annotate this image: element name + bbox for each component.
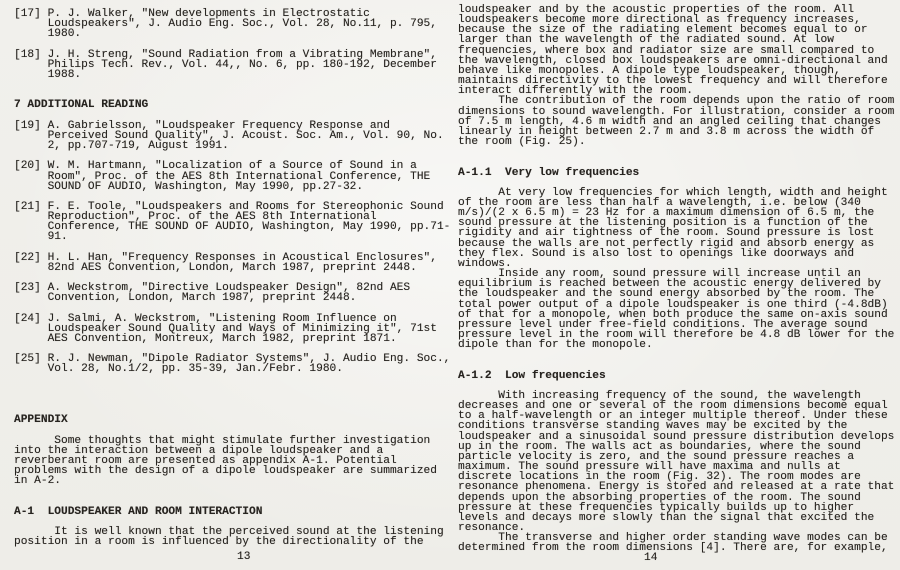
text-line: 1988.	[14, 68, 82, 81]
text-line: behave like monopoles. A dipole type loudspeaker, though,	[458, 64, 841, 77]
text-line: [23] A. Weckstrom, "Directive Loudspeaker Design", 82nd AES	[14, 282, 411, 295]
text-line	[14, 375, 450, 385]
text-line: Room", Proc. of the AES 8th International Conference, THE	[14, 170, 431, 183]
text-line: [17] P. J. Walker, "New developments in Electrostatic	[14, 8, 370, 20]
text-line	[458, 147, 896, 157]
text-line: 2, pp.707-719, August 1991.	[14, 140, 229, 153]
text-line: loudspeakers become more directional as frequency increases,	[458, 14, 861, 27]
text-line: Conference, THE SOUND OF AUDIO, Washington, May 1990, pp.71-	[14, 221, 451, 234]
text-line: dipole than for the monopole.	[458, 339, 653, 352]
text-line: Convention, London, March 1987, preprint 2448.	[14, 292, 357, 305]
text-line: It is well known that the perceived sound at the listening	[14, 525, 444, 538]
text-line: because the walls are not perfectly rigid and absorb energy as	[458, 237, 875, 250]
text-line: Some thoughts that might stimulate further investigation	[14, 434, 431, 447]
text-line: [21] F. E. Toole, "Loudspeakers and Rooms for Stereophonic Sound	[14, 200, 444, 213]
text-line: levels and decays more slowly than the signal that excited the	[458, 511, 875, 524]
text-line	[458, 350, 896, 360]
text-line: of the room are less than half a wavelength, i.e. below (340	[458, 196, 861, 209]
text-line: sound pressure at the listening position is a function of the	[458, 217, 868, 230]
text-line: Philips Tech. Rev., Vol. 44,, No. 6, pp. 180-192, December	[14, 58, 437, 71]
text-line: equilibrium is reached between the acoustic energy delivered by	[458, 278, 881, 291]
page-number-right: 14	[644, 552, 658, 564]
text-line: 1980.	[14, 28, 82, 41]
text-line: the room (Fig. 25).	[458, 136, 586, 149]
text-line	[14, 395, 450, 405]
text-line: 91.	[14, 231, 68, 244]
text-line: The contribution of the room depends upon the ratio of room	[458, 95, 895, 108]
text-line: into the interaction between a dipole loudspeaker and a	[14, 444, 384, 457]
text-line: because the size of the radiating element becomes equal to or	[458, 24, 868, 37]
text-line: discrete locations in the room (Fig. 32). The room modes are	[458, 471, 861, 484]
text-line: resonance phenomena. Energy is stored and released at a rate that	[458, 481, 895, 494]
text-line: AES Convention, Montreux, March 1982, preprint 1871.	[14, 333, 397, 345]
text-line: Reproduction", Proc. of the AES 8th International	[14, 211, 377, 224]
text-line: resonance.	[458, 521, 526, 534]
page-14	[458, 5, 896, 553]
text-line: decreases and one or several of the room dimensions become equal	[458, 400, 888, 413]
section-heading: A-1.1 Very low frequencies	[458, 166, 640, 179]
text-line: [18] J. H. Streng, "Sound Radiation from a Vibrating Membrane",	[14, 48, 437, 61]
text-line: [24] J. Salmi, A. Weckstrom, "Listening Room Influence on	[14, 312, 397, 325]
text-line: particle velocity is zero, and the sound pressure reaches a	[458, 450, 855, 463]
text-line	[14, 486, 450, 496]
text-line: maintains directivity to the lowest frequency and will therefore	[458, 75, 888, 88]
text-line: frequencies, where box and radiator size are small compared to	[458, 44, 875, 57]
text-line: loudspeaker and a sinusoidal sound pressure distribution develops	[458, 430, 895, 443]
text-line: of that for a monopole, when both produce the same on-axis sound	[458, 308, 888, 321]
section-heading: A-1.2 Low frequencies	[458, 369, 606, 382]
text-line: the loudspeaker and the sound energy absorbed by the room. The	[458, 288, 875, 301]
text-line: up in the room. The walls act as boundaries, where the sound	[458, 440, 861, 453]
section-heading: 7 ADDITIONAL READING	[14, 99, 149, 112]
text-line: position in a room is influenced by the directionality of the	[14, 536, 424, 549]
text-line	[458, 157, 896, 167]
text-line: With increasing frequency of the sound, the wavelength	[458, 389, 861, 402]
page-13	[14, 9, 450, 547]
text-line: [25] R. J. Newman, "Dipole Radiator Systems", J. Audio Eng. Soc.,	[14, 353, 451, 366]
text-line: in A-2.	[14, 475, 61, 488]
text-line: windows.	[458, 257, 512, 270]
text-line: larger than the wavelength of the radiated sound. At low	[458, 34, 834, 47]
page-14-text-column	[458, 5, 896, 553]
text-line: determined from the room dimensions [4]. There are, for example,	[458, 542, 888, 555]
text-line: total power output of a dipole loudspeaker is one third (-4.8dB)	[458, 298, 888, 311]
text-line: [22] H. L. Han, "Frequency Responses in Acoustical Enclosures",	[14, 251, 437, 264]
text-line: Perceived Sound Quality", J. Acoust. Soc. Am., Vol. 90, No.	[14, 129, 444, 142]
text-line: pressure level in the room will therefore be 4.8 dB lower for the	[458, 329, 895, 341]
text-line: Inside any room, sound pressure will increase until an	[458, 268, 861, 281]
text-line: [19] A. Gabrielsson, "Loudspeaker Frequency Response and	[14, 119, 390, 132]
text-line: depends upon the absorbing properties of the room. The sound	[458, 491, 861, 504]
section-heading: APPENDIX	[14, 414, 68, 427]
text-line: interact differently with the room.	[458, 85, 693, 98]
text-line: maximum. The sound pressure will have maxima and nulls at	[458, 461, 841, 474]
text-line: problems with the design of a dipole loudspeaker are summarized	[14, 465, 437, 478]
text-line: Loudspeaker Sound Quality and Ways of Minimizing it", 71st	[14, 322, 437, 335]
text-line: Loudspeakers", J. Audio Eng. Soc., Vol. 28, No.11, p. 795,	[14, 18, 437, 31]
text-line: of 7.5 m length, 4.6 m width and an angled ceiling that changes	[458, 115, 881, 128]
text-line: the wavelength, closed box loudspeakers are omni-directional and	[458, 54, 888, 67]
text-line: reverberant room are presented as appendix A-1. Potential	[14, 454, 397, 467]
text-line: they flex. Sound is also lost to openings like doorways and	[458, 247, 855, 260]
text-line: 82nd AES Convention, London, March 1987, preprint 2448.	[14, 261, 417, 274]
text-line: loudspeaker and by the acoustic properties of the room. All	[458, 4, 855, 16]
page-number-left: 13	[237, 551, 251, 563]
text-line: At very low frequencies for which length, width and height	[458, 186, 888, 199]
text-line	[14, 405, 450, 415]
text-line: The transverse and higher order standing wave modes can be	[458, 532, 888, 545]
text-line: linearly in height between 2.7 m and 3.8 m across the width of	[458, 125, 875, 138]
text-line: pressure at these frequencies typically builds up to higher	[458, 501, 855, 514]
text-line: conditions transverse standing waves may be excited by the	[458, 420, 848, 433]
text-line: dimensions to sound wavelength. For illustration, consider a room	[458, 105, 895, 118]
text-line	[14, 385, 450, 395]
text-line: to a half-wavelength or an integer multiple thereof. Under these	[458, 410, 888, 423]
text-line: m/s)/(2 x 6.5 m) = 23 Hz for a maximum dimension of 6.5 m, the	[458, 207, 875, 220]
page-13-text-column	[14, 9, 450, 547]
text-line	[14, 80, 450, 90]
text-line: Vol. 28, No.1/2, pp. 35-39, Jan./Febr. 1980.	[14, 363, 343, 376]
section-heading: A-1 LOUDSPEAKER AND ROOM INTERACTION	[14, 505, 263, 518]
text-line: pressure level under free-field conditions. The average sound	[458, 318, 868, 331]
text-line: rigidity and air tightness of the room. Sound pressure is lost	[458, 227, 875, 240]
text-line: [20] W. M. Hartmann, "Localization of a Source of Sound in a	[14, 160, 417, 173]
text-line: SOUND OF AUDIO, Washington, May 1990, pp.27-32.	[14, 180, 364, 193]
